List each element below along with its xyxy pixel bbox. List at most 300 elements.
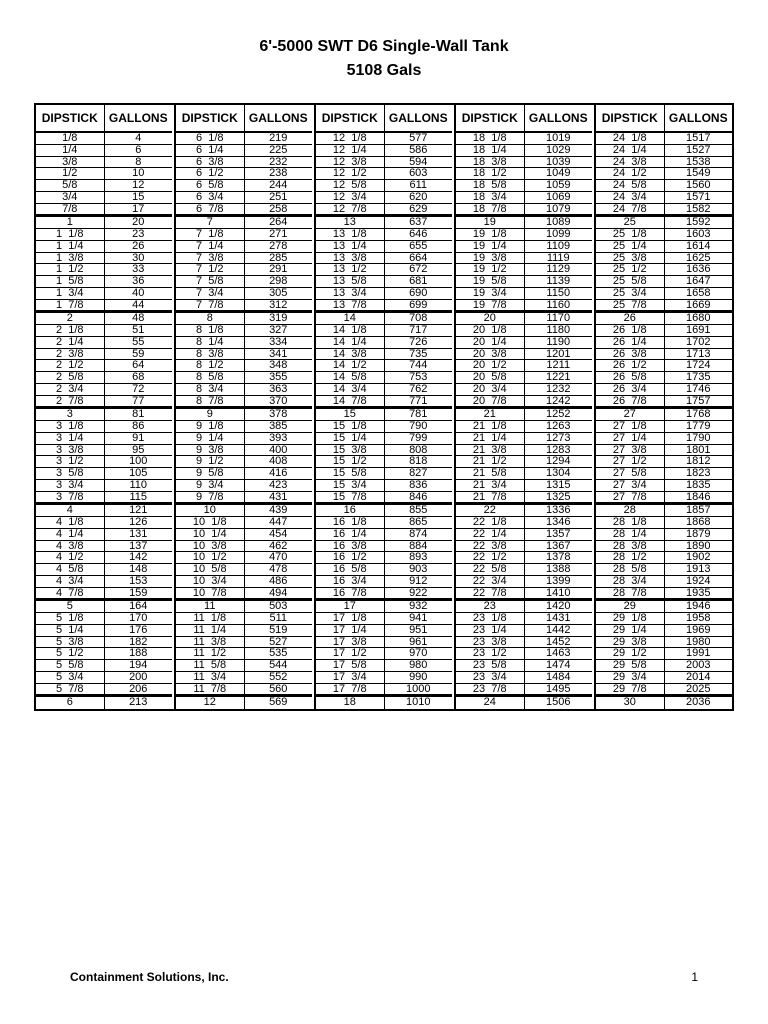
dipstick-cell: 4 3/8 (36, 541, 104, 553)
dipstick-cell: 1 3/8 (36, 253, 104, 265)
dipstick-cell: 17 3/4 (316, 672, 384, 684)
dipstick-cell: 20 1/4 (456, 337, 524, 349)
gallons-cell: 454 (245, 529, 313, 541)
gallons-cell: 1680 (665, 311, 733, 325)
gallons-cell: 1367 (525, 541, 593, 553)
dipstick-cell: 6 1/8 (176, 133, 244, 145)
gallons-cell: 1283 (525, 445, 593, 457)
dipstick-cell: 26 1/8 (596, 325, 664, 337)
gallons-cell: 170 (105, 613, 173, 625)
dipstick-cell: 13 1/2 (316, 264, 384, 276)
dipstick-cell: 3/4 (36, 192, 104, 204)
gallons-cell: 1079 (525, 204, 593, 216)
dipstick-cell: 21 5/8 (456, 468, 524, 480)
dipstick-cell: 25 1/8 (596, 229, 664, 241)
gallons-cell: 970 (385, 648, 453, 660)
dipstick-column (316, 105, 385, 709)
dipstick-cell: 15 3/8 (316, 445, 384, 457)
dipstick-cell: 7 1/4 (176, 241, 244, 253)
gallons-cell: 1129 (525, 264, 593, 276)
dipstick-cell: 23 1/8 (456, 613, 524, 625)
dipstick-cell: 3 3/8 (36, 445, 104, 457)
gallons-cell: 1735 (665, 372, 733, 384)
dipstick-cell: 23 3/8 (456, 637, 524, 649)
gallons-cell: 470 (245, 552, 313, 564)
gallons-column (385, 105, 453, 709)
gallons-cell: 1538 (665, 157, 733, 169)
dipstick-cell: 1 (36, 215, 104, 229)
dipstick-header: DIPSTICK (456, 105, 524, 133)
gallons-cell: 655 (385, 241, 453, 253)
gallons-cell: 941 (385, 613, 453, 625)
dipstick-cell: 15 7/8 (316, 492, 384, 504)
gallons-cell: 370 (245, 396, 313, 408)
gallons-cell: 1636 (665, 264, 733, 276)
gallons-cell: 799 (385, 433, 453, 445)
gallons-cell: 1713 (665, 349, 733, 361)
gallons-header: GALLONS (245, 105, 313, 133)
gallons-cell: 1474 (525, 660, 593, 672)
dipstick-cell: 3 1/8 (36, 421, 104, 433)
dipstick-cell: 15 (316, 407, 384, 421)
gallons-cell: 1879 (665, 529, 733, 541)
gallons-cell: 1835 (665, 480, 733, 492)
dipstick-cell: 1/8 (36, 133, 104, 145)
dipstick-cell: 2 5/8 (36, 372, 104, 384)
gallons-cell: 439 (245, 503, 313, 517)
gallons-cell: 1669 (665, 300, 733, 312)
gallons-cell: 1592 (665, 215, 733, 229)
gallons-cell: 15 (105, 192, 173, 204)
dipstick-cell: 26 3/4 (596, 384, 664, 396)
gallons-cell: 1779 (665, 421, 733, 433)
gallons-cell: 30 (105, 253, 173, 265)
gallons-cell: 408 (245, 456, 313, 468)
gallons-cell: 1049 (525, 168, 593, 180)
gallons-cell: 115 (105, 492, 173, 504)
gallons-cell: 1935 (665, 588, 733, 600)
gallons-cell: 1625 (665, 253, 733, 265)
dipstick-cell: 26 3/8 (596, 349, 664, 361)
dipstick-cell: 27 3/8 (596, 445, 664, 457)
gallons-cell: 59 (105, 349, 173, 361)
dipstick-cell: 28 7/8 (596, 588, 664, 600)
gallons-cell: 980 (385, 660, 453, 672)
gallons-cell: 771 (385, 396, 453, 408)
gallons-cell: 225 (245, 145, 313, 157)
gallons-cell: 6 (105, 145, 173, 157)
dipstick-cell: 11 1/4 (176, 625, 244, 637)
dipstick-cell: 27 1/8 (596, 421, 664, 433)
gallons-cell: 1180 (525, 325, 593, 337)
dipstick-cell: 16 1/8 (316, 517, 384, 529)
gallons-cell: 251 (245, 192, 313, 204)
dipstick-cell: 21 3/8 (456, 445, 524, 457)
dipstick-cell: 12 7/8 (316, 204, 384, 216)
gallons-cell: 1304 (525, 468, 593, 480)
gallons-cell: 603 (385, 168, 453, 180)
dipstick-cell: 12 1/8 (316, 133, 384, 145)
gallons-cell: 1039 (525, 157, 593, 169)
gallons-cell: 1452 (525, 637, 593, 649)
dipstick-cell: 13 7/8 (316, 300, 384, 312)
gallons-cell: 319 (245, 311, 313, 325)
dipstick-cell: 2 1/8 (36, 325, 104, 337)
page-title: 6'-5000 SWT D6 Single-Wall Tank (259, 38, 509, 55)
gallons-cell: 1109 (525, 241, 593, 253)
gallons-cell: 1294 (525, 456, 593, 468)
dipstick-cell: 3 7/8 (36, 492, 104, 504)
dipstick-cell: 4 (36, 503, 104, 517)
dipstick-cell: 27 7/8 (596, 492, 664, 504)
gallons-cell: 1325 (525, 492, 593, 504)
gallons-cell: 503 (245, 599, 313, 613)
gallons-cell: 1069 (525, 192, 593, 204)
dipstick-cell: 30 (596, 695, 664, 709)
dipstick-cell: 19 3/4 (456, 288, 524, 300)
dipstick-cell: 18 1/8 (456, 133, 524, 145)
dipstick-cell: 8 (176, 311, 244, 325)
gallons-column (665, 105, 733, 709)
column-group-3 (314, 105, 452, 709)
column-group-5 (594, 105, 734, 709)
gallons-cell: 912 (385, 576, 453, 588)
gallons-cell: 393 (245, 433, 313, 445)
gallons-cell: 1980 (665, 637, 733, 649)
dipstick-cell: 16 1/4 (316, 529, 384, 541)
gallons-header: GALLONS (105, 105, 173, 133)
dipstick-cell: 22 (456, 503, 524, 517)
gallons-cell: 327 (245, 325, 313, 337)
gallons-cell: 238 (245, 168, 313, 180)
dipstick-cell: 20 3/8 (456, 349, 524, 361)
gallons-cell: 1823 (665, 468, 733, 480)
gallons-cell: 552 (245, 672, 313, 684)
dipstick-cell: 14 (316, 311, 384, 325)
gallons-cell: 423 (245, 480, 313, 492)
dipstick-cell: 17 1/8 (316, 613, 384, 625)
dipstick-cell: 18 1/4 (456, 145, 524, 157)
gallons-cell: 36 (105, 276, 173, 288)
footer-company: Containment Solutions, Inc. (70, 970, 229, 984)
gallons-cell: 1420 (525, 599, 593, 613)
gallons-cell: 159 (105, 588, 173, 600)
gallons-cell: 1801 (665, 445, 733, 457)
gallons-header: GALLONS (385, 105, 453, 133)
dipstick-cell: 10 1/2 (176, 552, 244, 564)
dipstick-cell: 3 5/8 (36, 468, 104, 480)
dipstick-cell: 28 3/8 (596, 541, 664, 553)
gallons-cell: 51 (105, 325, 173, 337)
gallons-cell: 1691 (665, 325, 733, 337)
dipstick-cell: 21 1/2 (456, 456, 524, 468)
gallons-cell: 699 (385, 300, 453, 312)
gallons-cell: 1868 (665, 517, 733, 529)
dipstick-cell: 20 (456, 311, 524, 325)
gallons-cell: 100 (105, 456, 173, 468)
dipstick-cell: 18 7/8 (456, 204, 524, 216)
gallons-cell: 55 (105, 337, 173, 349)
dipstick-cell: 15 5/8 (316, 468, 384, 480)
dipstick-cell: 17 (316, 599, 384, 613)
dipstick-cell: 5 (36, 599, 104, 613)
column-group-2 (174, 105, 312, 709)
gallons-cell: 726 (385, 337, 453, 349)
dipstick-cell: 21 (456, 407, 524, 421)
dipstick-cell: 15 3/4 (316, 480, 384, 492)
dipstick-cell: 10 (176, 503, 244, 517)
gallons-cell: 1790 (665, 433, 733, 445)
dipstick-cell: 29 5/8 (596, 660, 664, 672)
gallons-cell: 1549 (665, 168, 733, 180)
dipstick-cell: 14 3/4 (316, 384, 384, 396)
gallons-cell: 1463 (525, 648, 593, 660)
gallons-cell: 1560 (665, 180, 733, 192)
dipstick-cell: 25 1/2 (596, 264, 664, 276)
gallons-cell: 26 (105, 241, 173, 253)
gallons-cell: 431 (245, 492, 313, 504)
gallons-header: GALLONS (525, 105, 593, 133)
gallons-cell: 1746 (665, 384, 733, 396)
dipstick-cell: 14 5/8 (316, 372, 384, 384)
gallons-cell: 271 (245, 229, 313, 241)
dipstick-cell: 22 7/8 (456, 588, 524, 600)
gallons-cell: 1263 (525, 421, 593, 433)
dipstick-cell: 11 (176, 599, 244, 613)
dipstick-cell: 14 7/8 (316, 396, 384, 408)
dipstick-cell: 1 1/2 (36, 264, 104, 276)
dipstick-cell: 25 1/4 (596, 241, 664, 253)
dipstick-cell: 1 1/4 (36, 241, 104, 253)
gallons-cell: 68 (105, 372, 173, 384)
dipstick-cell: 7 1/2 (176, 264, 244, 276)
gallons-cell: 1410 (525, 588, 593, 600)
gallons-cell: 206 (105, 684, 173, 696)
dipstick-cell: 25 3/4 (596, 288, 664, 300)
gallons-cell: 594 (385, 157, 453, 169)
gallons-cell: 1857 (665, 503, 733, 517)
dipstick-cell: 13 1/4 (316, 241, 384, 253)
gallons-cell: 23 (105, 229, 173, 241)
dipstick-cell: 9 3/8 (176, 445, 244, 457)
gallons-cell: 40 (105, 288, 173, 300)
gallons-cell: 105 (105, 468, 173, 480)
gallons-cell: 1232 (525, 384, 593, 396)
gallons-cell: 486 (245, 576, 313, 588)
gallons-cell: 611 (385, 180, 453, 192)
gallons-cell: 291 (245, 264, 313, 276)
gallons-cell: 1211 (525, 360, 593, 372)
gallons-cell: 341 (245, 349, 313, 361)
gallons-cell: 1252 (525, 407, 593, 421)
dipstick-cell: 27 1/2 (596, 456, 664, 468)
gallons-cell: 1119 (525, 253, 593, 265)
gallons-cell: 416 (245, 468, 313, 480)
gallons-cell: 1946 (665, 599, 733, 613)
dipstick-cell: 19 1/4 (456, 241, 524, 253)
dipstick-cell: 10 7/8 (176, 588, 244, 600)
dipstick-cell: 6 1/2 (176, 168, 244, 180)
footer-page-number: 1 (691, 970, 698, 984)
gallons-cell: 232 (245, 157, 313, 169)
dipstick-cell: 24 1/8 (596, 133, 664, 145)
gallons-cell: 681 (385, 276, 453, 288)
gallons-cell: 735 (385, 349, 453, 361)
dipstick-cell: 10 3/8 (176, 541, 244, 553)
gallons-cell: 846 (385, 492, 453, 504)
dipstick-cell: 17 5/8 (316, 660, 384, 672)
gallons-cell: 2036 (665, 695, 733, 709)
gallons-cell: 1346 (525, 517, 593, 529)
gallons-cell: 629 (385, 204, 453, 216)
dipstick-header: DIPSTICK (36, 105, 104, 133)
dipstick-cell: 12 3/4 (316, 192, 384, 204)
column-group-4 (454, 105, 592, 709)
gallons-cell: 1517 (665, 133, 733, 145)
dipstick-cell: 7 (176, 215, 244, 229)
gallons-header: GALLONS (665, 105, 733, 133)
dipstick-column (176, 105, 245, 709)
dipstick-cell: 16 7/8 (316, 588, 384, 600)
gallons-cell: 121 (105, 503, 173, 517)
dipstick-cell: 23 7/8 (456, 684, 524, 696)
gallons-cell: 363 (245, 384, 313, 396)
gallons-cell: 544 (245, 660, 313, 672)
dipstick-cell: 29 1/8 (596, 613, 664, 625)
gallons-cell: 1442 (525, 625, 593, 637)
dipstick-cell: 18 3/4 (456, 192, 524, 204)
gallons-cell: 355 (245, 372, 313, 384)
gallons-cell: 637 (385, 215, 453, 229)
gallons-cell: 753 (385, 372, 453, 384)
gallons-cell: 1812 (665, 456, 733, 468)
dipstick-cell: 6 3/4 (176, 192, 244, 204)
dipstick-cell: 5 1/4 (36, 625, 104, 637)
dipstick-cell: 19 3/8 (456, 253, 524, 265)
gallons-cell: 1029 (525, 145, 593, 157)
gallons-cell: 142 (105, 552, 173, 564)
dipstick-cell: 11 1/2 (176, 648, 244, 660)
dipstick-cell: 9 1/8 (176, 421, 244, 433)
dipstick-cell: 23 5/8 (456, 660, 524, 672)
dipstick-cell: 7 5/8 (176, 276, 244, 288)
dipstick-cell: 24 1/2 (596, 168, 664, 180)
dipstick-cell: 10 1/4 (176, 529, 244, 541)
dipstick-cell: 3 (36, 407, 104, 421)
dipstick-cell: 28 5/8 (596, 564, 664, 576)
dipstick-cell: 5 3/4 (36, 672, 104, 684)
gallons-cell: 1170 (525, 311, 593, 325)
dipstick-cell: 11 5/8 (176, 660, 244, 672)
dipstick-cell: 16 3/8 (316, 541, 384, 553)
dipstick-cell: 26 1/4 (596, 337, 664, 349)
gallons-cell: 762 (385, 384, 453, 396)
gallons-cell: 1614 (665, 241, 733, 253)
dipstick-cell: 9 7/8 (176, 492, 244, 504)
dipstick-cell: 14 1/4 (316, 337, 384, 349)
dipstick-cell: 21 1/8 (456, 421, 524, 433)
gallons-cell: 1201 (525, 349, 593, 361)
gallons-cell: 1089 (525, 215, 593, 229)
gallons-cell: 1658 (665, 288, 733, 300)
page-subtitle: 5108 Gals (346, 62, 422, 79)
dipstick-cell: 24 5/8 (596, 180, 664, 192)
dipstick-cell: 2 (36, 311, 104, 325)
dipstick-cell: 20 7/8 (456, 396, 524, 408)
gallons-cell: 744 (385, 360, 453, 372)
gallons-cell: 126 (105, 517, 173, 529)
gallons-cell: 1150 (525, 288, 593, 300)
dipstick-cell: 24 3/8 (596, 157, 664, 169)
dipstick-cell: 23 3/4 (456, 672, 524, 684)
dipstick-cell: 15 1/2 (316, 456, 384, 468)
gallons-cell: 690 (385, 288, 453, 300)
gallons-cell: 519 (245, 625, 313, 637)
dipstick-cell: 1/4 (36, 145, 104, 157)
dipstick-cell: 27 1/4 (596, 433, 664, 445)
dipstick-cell: 20 5/8 (456, 372, 524, 384)
gallons-cell: 86 (105, 421, 173, 433)
dipstick-cell: 20 1/8 (456, 325, 524, 337)
dipstick-cell: 7 3/4 (176, 288, 244, 300)
dipstick-cell: 4 3/4 (36, 576, 104, 588)
gallons-cell: 884 (385, 541, 453, 553)
gallons-cell: 298 (245, 276, 313, 288)
dipstick-cell: 1 5/8 (36, 276, 104, 288)
gallons-cell: 95 (105, 445, 173, 457)
dipstick-cell: 29 3/4 (596, 672, 664, 684)
gallons-cell: 808 (385, 445, 453, 457)
dipstick-cell: 9 1/4 (176, 433, 244, 445)
dipstick-cell: 5 1/8 (36, 613, 104, 625)
dipstick-column (456, 105, 525, 709)
gallons-cell: 527 (245, 637, 313, 649)
dipstick-cell: 21 7/8 (456, 492, 524, 504)
gallons-cell: 586 (385, 145, 453, 157)
dipstick-cell: 24 1/4 (596, 145, 664, 157)
gallons-cell: 990 (385, 672, 453, 684)
dipstick-cell: 9 5/8 (176, 468, 244, 480)
gallons-cell: 569 (245, 695, 313, 709)
gallons-cell: 708 (385, 311, 453, 325)
dipstick-cell: 25 5/8 (596, 276, 664, 288)
dipstick-cell: 22 3/8 (456, 541, 524, 553)
gallons-cell: 447 (245, 517, 313, 529)
dipstick-cell: 11 3/8 (176, 637, 244, 649)
dipstick-cell: 14 1/2 (316, 360, 384, 372)
dipstick-cell: 25 7/8 (596, 300, 664, 312)
gallons-cell: 378 (245, 407, 313, 421)
dipstick-cell: 19 (456, 215, 524, 229)
gallons-cell: 12 (105, 180, 173, 192)
dipstick-cell: 12 3/8 (316, 157, 384, 169)
dipstick-cell: 28 (596, 503, 664, 517)
gallons-cell: 1139 (525, 276, 593, 288)
dipstick-cell: 17 1/2 (316, 648, 384, 660)
dipstick-cell: 2 1/2 (36, 360, 104, 372)
dipstick-cell: 6 7/8 (176, 204, 244, 216)
gallons-cell: 1357 (525, 529, 593, 541)
dipstick-cell: 26 (596, 311, 664, 325)
gallons-cell: 1924 (665, 576, 733, 588)
gallons-cell: 1724 (665, 360, 733, 372)
dipstick-cell: 26 5/8 (596, 372, 664, 384)
dipstick-cell: 16 (316, 503, 384, 517)
gallons-cell: 1571 (665, 192, 733, 204)
dipstick-cell: 29 (596, 599, 664, 613)
gallons-cell: 200 (105, 672, 173, 684)
gallons-cell: 932 (385, 599, 453, 613)
